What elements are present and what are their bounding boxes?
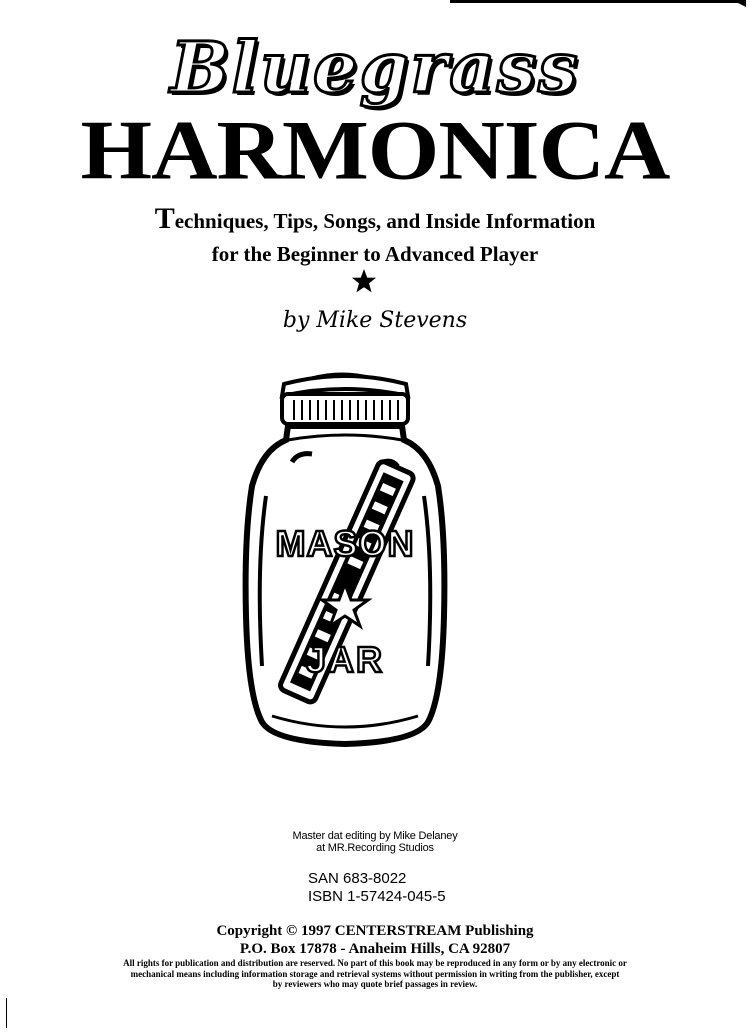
credit-line: Master dat editing by Mike Delaney: [292, 830, 458, 842]
address-line: P.O. Box 17878 - Anaheim Hills, CA 92807: [239, 941, 511, 957]
mason-jar-illustration: [232, 366, 458, 752]
rights-line: All rights for publication and distribution are reserved. No part of this book may be reproduced in any form or by any electronic or: [123, 958, 627, 968]
title-main: HARMONICA: [80, 103, 670, 197]
author-byline: by Mike Stevens: [282, 308, 468, 333]
rights-line: mechanical means including information storage and retrieval systems without permission in writing from the publisher, except: [130, 968, 620, 979]
copyright-line: Copyright © 1997 CENTERSTREAM Publishing: [216, 923, 534, 939]
san-code: SAN 683-8022: [308, 870, 407, 887]
rights-line: by reviewers who may quote brief passages in review.: [272, 979, 478, 989]
rights-notice: [40, 958, 710, 990]
credit-line: at MR.Recording Studios: [316, 842, 434, 854]
jar-word-top: MASON: [275, 523, 415, 564]
left-margin-mark: [6, 998, 7, 1028]
star-icon: [351, 268, 377, 294]
top-rule: [450, 0, 746, 3]
subtitle-line-1-text: echniques, Tips, Songs, and Inside Information: [174, 209, 596, 233]
recording-credits: [0, 830, 750, 854]
jar-word-bottom: JAR: [305, 639, 385, 680]
subtitle-line-2: for the Beginner to Advanced Player: [211, 242, 539, 266]
publisher-block: [0, 922, 750, 958]
subtitle-initial: T: [154, 202, 175, 235]
catalog-codes: [308, 870, 508, 906]
subtitle-line-1: [0, 202, 750, 235]
title-script: Bluegrass: [170, 26, 580, 109]
isbn-code: ISBN 1-57424-045-5: [308, 888, 446, 905]
